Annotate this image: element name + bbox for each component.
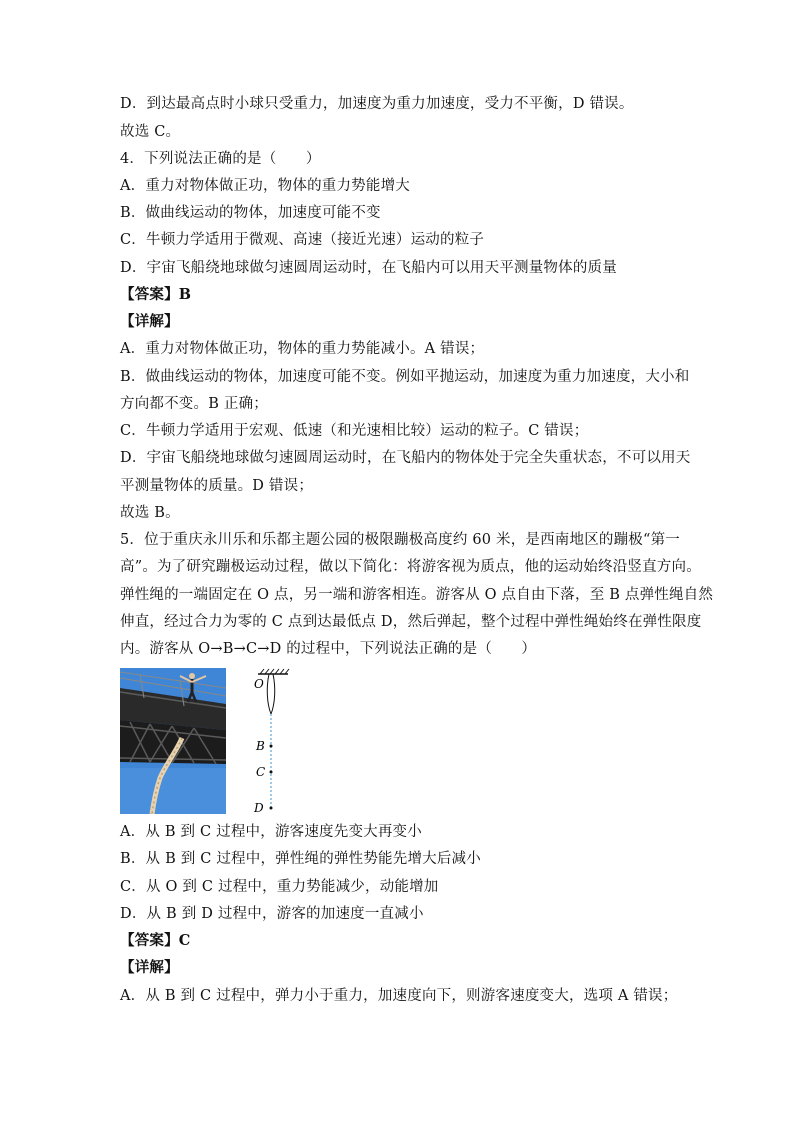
explanation-label: 【详解】 [120, 959, 179, 976]
option-b: B．从 B 到 C 过程中，弹性绳的弹性势能先增大后减小 [120, 851, 481, 867]
point-o-label: O [254, 677, 264, 691]
text-line: 故选 B。 [120, 505, 180, 521]
bungee-diagram [244, 666, 294, 816]
question-5-stem: 高”。为了研究蹦极运动过程，做以下简化：将游客视为质点，他的运动始终沿竖直方向。 [120, 559, 701, 575]
option-d: D．从 B 到 D 过程中，游客的加速度一直减小 [120, 906, 424, 922]
question-5-stem: 伸直，经过合力为零的 C 点到达最低点 D，然后弹起，整个过程中弹性绳始终在弹性限度 [120, 614, 702, 630]
answer-label: 【答案】C [120, 932, 191, 949]
point-d-label: D [254, 801, 264, 815]
option-c: C．从 O 到 C 过程中，重力势能减少，动能增加 [120, 879, 439, 895]
option-a: A．重力对物体做正功，物体的重力势能增大 [120, 178, 410, 194]
explanation-line: C．牛顿力学适用于宏观、低速（和光速相比较）运动的粒子。C 错误； [120, 423, 589, 439]
question-5-stem: 弹性绳的一端固定在 O 点，另一端和游客相连。游客从 O 点自由下落，至 B 点弹性绳自然 [120, 587, 714, 603]
explanation-line: 方向都不变。B 正确； [120, 396, 268, 412]
bungee-diagram-drawing [244, 666, 294, 816]
question-5-stem: 内。游客从 O→B→C→D 的过程中，下列说法正确的是（ ） [120, 641, 537, 657]
bungee-photo-drawing [120, 668, 226, 814]
explanation-line: B．做曲线运动的物体，加速度可能不变。例如平抛运动，加速度为重力加速度，大小和 [120, 369, 690, 385]
bungee-photo [120, 668, 226, 814]
point-c-label: C [256, 765, 266, 779]
option-b: B．做曲线运动的物体，加速度可能不变 [120, 205, 381, 221]
point-b-label: B [256, 739, 265, 753]
option-c: C．牛顿力学适用于微观、高速（接近光速）运动的粒子 [120, 232, 485, 248]
explanation-label: 【详解】 [120, 313, 179, 330]
option-d: D．宇宙飞船绕地球做匀速圆周运动时，在飞船内可以用天平测量物体的质量 [120, 260, 617, 276]
question-4-stem: 4．下列说法正确的是（ ） [120, 151, 321, 167]
option-a: A．从 B 到 C 过程中，游客速度先变大再变小 [120, 824, 422, 840]
text-line: 故选 C。 [120, 124, 181, 140]
question-5-stem: 5．位于重庆永川乐和乐都主题公园的极限蹦极高度约 60 米，是西南地区的蹦极“第一 [120, 532, 681, 548]
answer-label: 【答案】B [120, 286, 192, 303]
explanation-line: A．重力对物体做正功，物体的重力势能减小。A 错误； [120, 341, 485, 357]
explanation-line: A．从 B 到 C 过程中，弹力小于重力，加速度向下，则游客速度变大，选项 A 错误； [120, 988, 678, 1004]
text-line: D．到达最高点时小球只受重力，加速度为重力加速度，受力不平衡，D 错误。 [120, 96, 634, 112]
explanation-line: 平测量物体的质量。D 错误； [120, 478, 314, 494]
explanation-line: D．宇宙飞船绕地球做匀速圆周运动时，在飞船内的物体处于完全失重状态，不可以用天 [120, 450, 691, 466]
